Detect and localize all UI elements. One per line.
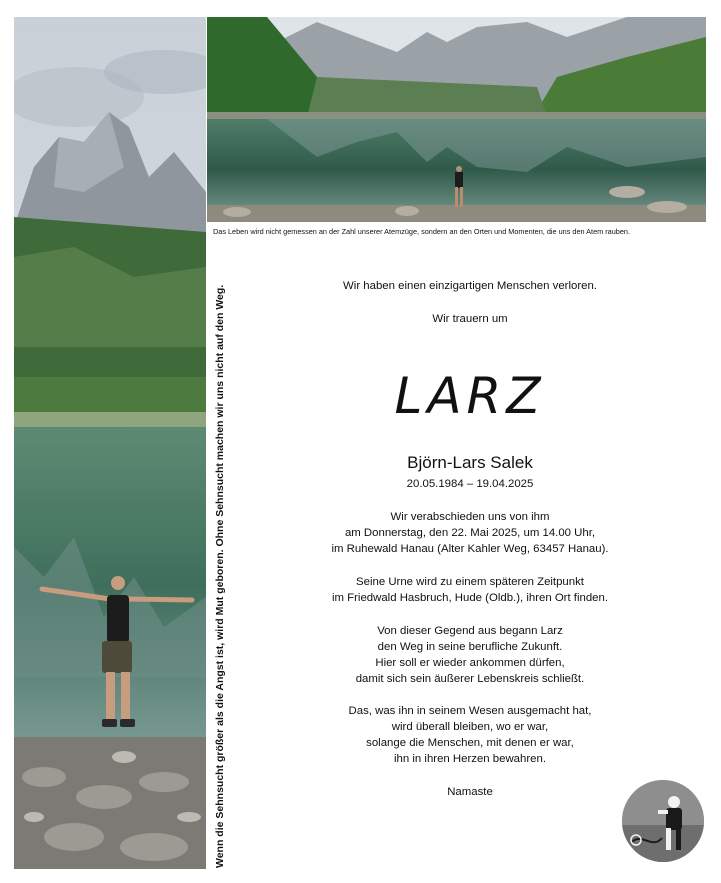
photo-caption: Das Leben wird nicht gemessen an der Zahl unserer Atemzüge, sondern an den Orten und Momenten, die uns den Atem rauben.: [213, 227, 630, 236]
service-paragraph: [270, 509, 670, 557]
region-line: Hier soll er wieder ankommen dürfen,: [375, 657, 565, 669]
essence-line: ihn in ihren Herzen bewahren.: [394, 753, 546, 765]
service-line: am Donnerstag, den 22. Mai 2025, um 14.00 Uhr,: [344, 527, 596, 539]
urn-line: Seine Urne wird zu einem späteren Zeitpunkt: [356, 576, 584, 588]
vertical-quote: Wenn die Sehnsucht größer als die Angst ist, wird Mut geboren. Ohne Sehnsucht machen wir uns nicht auf den Weg.: [214, 284, 226, 868]
essence-line: Das, was ihn in seinem Wesen ausgemacht hat,: [348, 705, 592, 717]
essence-paragraph: [270, 703, 670, 767]
mountain-lake-photo-left: [14, 17, 206, 869]
region-paragraph: [270, 623, 670, 687]
essence-line: solange die Menschen, mit denen er war,: [366, 737, 574, 749]
essence-line: wird überall bleiben, wo er war,: [391, 721, 549, 733]
mourn-text: Wir trauern um: [432, 313, 508, 325]
service-line: im Ruhewald Hanau (Alter Kahler Weg, 63457 Hanau).: [331, 543, 609, 555]
mountain-lake-photo-top: [207, 17, 706, 222]
circular-photo-emblem: [622, 780, 704, 862]
life-dates: 20.05.1984 – 19.04.2025: [406, 478, 534, 490]
closing-text: Namaste: [447, 786, 493, 798]
urn-paragraph: [270, 574, 670, 606]
region-line: damit sich sein äußerer Lebenskreis schließt.: [355, 673, 585, 685]
region-line: Von dieser Gegend aus begann Larz: [377, 625, 563, 637]
urn-line: im Friedwald Hasbruch, Hude (Oldb.), ihren Ort finden.: [331, 592, 609, 604]
intro-text: Wir haben einen einzigartigen Menschen verloren.: [343, 280, 597, 292]
service-line: Wir verabschieden uns von ihm: [390, 511, 550, 523]
full-name: Björn-Lars Salek: [407, 453, 533, 472]
nickname-heading: LARZ: [394, 367, 546, 425]
region-line: den Weg in seine berufliche Zukunft.: [377, 641, 563, 653]
